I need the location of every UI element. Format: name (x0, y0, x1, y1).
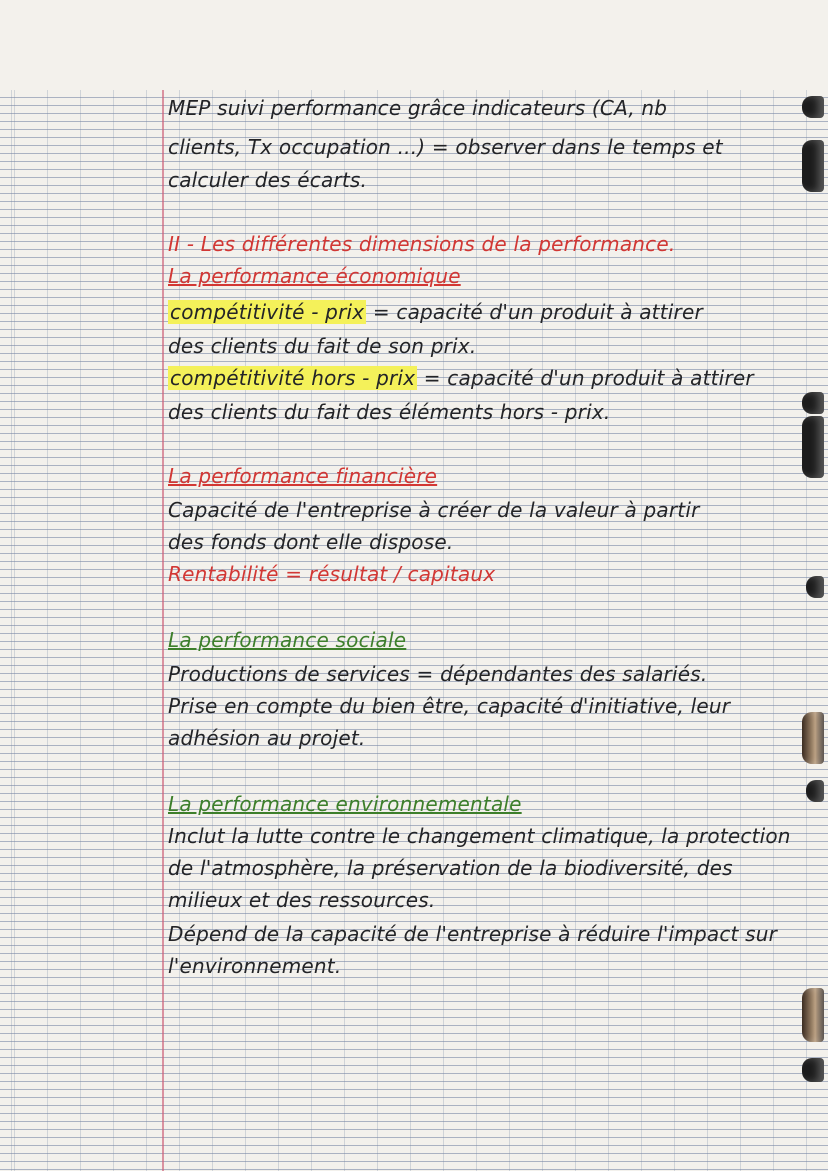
economic-def2-text: = capacité d'un produit à attirer (417, 366, 754, 390)
binder-ring (802, 416, 824, 478)
binder-ring (802, 392, 824, 414)
social-line-1: Productions de services = dépendantes des salariés. (168, 662, 708, 686)
term-competitivite-hors-prix: compétitivité hors - prix (170, 366, 416, 390)
binder-ring (802, 988, 824, 1042)
economic-def1 (168, 300, 703, 324)
environmental-line-5: l'environnement. (168, 954, 342, 978)
binder-ring (802, 96, 824, 118)
financial-line-1: Capacité de l'entreprise à créer de la valeur à partir (168, 498, 700, 522)
environmental-line-1: Inclut la lutte contre le changement climatique, la protection (168, 824, 791, 848)
intro-line-1: MEP suivi performance grâce indicateurs (CA, nb (168, 96, 668, 120)
environmental-title: La performance environnementale (168, 792, 522, 816)
binder-ring (802, 712, 824, 764)
section-heading: II - Les différentes dimensions de la performance. (168, 232, 676, 256)
environmental-line-4: Dépend de la capacité de l'entreprise à réduire l'impact sur (168, 922, 778, 946)
page-top-blank (0, 0, 828, 90)
social-line-2: Prise en compte du bien être, capacité d'initiative, leur (168, 694, 731, 718)
binder-ring (806, 576, 824, 598)
social-line-3: adhésion au projet. (168, 726, 366, 750)
social-title: La performance sociale (168, 628, 407, 652)
economic-title: La performance économique (168, 264, 461, 288)
binder-ring (802, 140, 824, 192)
financial-line-2: des fonds dont elle dispose. (168, 530, 454, 554)
financial-title: La performance financière (168, 464, 438, 488)
economic-def1-line2: des clients du fait de son prix. (168, 334, 477, 358)
financial-formula: Rentabilité = résultat / capitaux (168, 562, 496, 586)
binder-ring (806, 780, 824, 802)
economic-def1-text: = capacité d'un produit à attirer (366, 300, 703, 324)
intro-line-3: calculer des écarts. (168, 168, 368, 192)
economic-def2 (168, 366, 754, 390)
binder-ring (802, 1058, 824, 1082)
environmental-line-3: milieux et des ressources. (168, 888, 436, 912)
environmental-line-2: de l'atmosphère, la préservation de la biodiversité, des (168, 856, 733, 880)
economic-def2-line2: des clients du fait des éléments hors - prix. (168, 400, 611, 424)
term-competitivite-prix: compétitivité - prix (170, 300, 365, 324)
intro-line-2: clients, Tx occupation ...) = observer dans le temps et (168, 135, 723, 159)
